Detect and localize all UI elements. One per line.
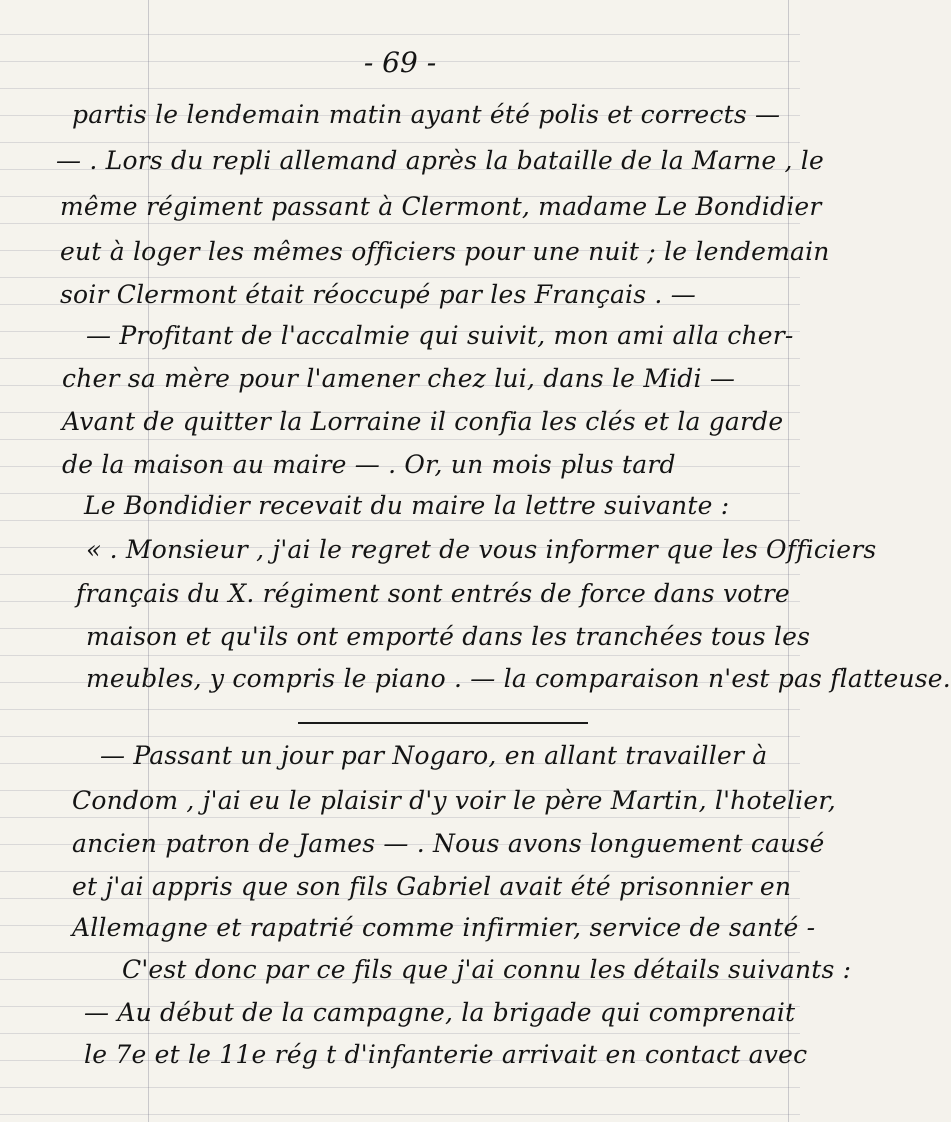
page-number: - 69 - — [363, 46, 437, 79]
text-line: eut à loger les mêmes officiers pour une nuit ; le lendemain — [60, 237, 830, 266]
text-line: — Profitant de l'accalmie qui suivit, mon ami alla cher- — [86, 321, 794, 350]
text-line: ancien patron de James — . Nous avons longuement causé — [72, 829, 825, 858]
text-line: Le Bondidier recevait du maire la lettre suivante : — [84, 491, 730, 520]
text-line: « . Monsieur , j'ai le regret de vous informer que les Officiers — [86, 535, 877, 564]
text-line: meubles, y compris le piano . — la comparaison n'est pas flatteuse. — [86, 664, 951, 693]
text-line: — . Lors du repli allemand après la bataille de la Marne , le — [56, 146, 824, 175]
text-line: soir Clermont était réoccupé par les Français . — — [60, 280, 696, 309]
text-line: français du X. régiment sont entrés de force dans votre — [76, 579, 790, 608]
text-line: Avant de quitter la Lorraine il confia les clés et la garde — [62, 407, 784, 436]
section-separator — [298, 722, 588, 724]
text-line: C'est donc par ce fils que j'ai connu les détails suivants : — [122, 955, 852, 984]
text-line: — Au début de la campagne, la brigade qui comprenait — [84, 998, 796, 1027]
text-line: maison et qu'ils ont emporté dans les tranchées tous les — [86, 622, 811, 651]
text-line: de la maison au maire — . Or, un mois plus tard — [62, 450, 676, 479]
text-line: Condom , j'ai eu le plaisir d'y voir le père Martin, l'hotelier, — [72, 786, 836, 815]
text-line: partis le lendemain matin ayant été polis et corrects — — [72, 100, 781, 129]
text-line: même régiment passant à Clermont, madame Le Bondidier — [60, 192, 822, 221]
text-line: cher sa mère pour l'amener chez lui, dans le Midi — — [62, 364, 736, 393]
text-line: et j'ai appris que son fils Gabriel avait été prisonnier en — [72, 872, 792, 901]
text-line: le 7e et le 11e rég t d'infanterie arrivait en contact avec — [84, 1040, 808, 1069]
text-line: Allemagne et rapatrié comme infirmier, service de santé - — [72, 913, 816, 942]
text-line: — Passant un jour par Nogaro, en allant travailler à — [100, 741, 768, 770]
